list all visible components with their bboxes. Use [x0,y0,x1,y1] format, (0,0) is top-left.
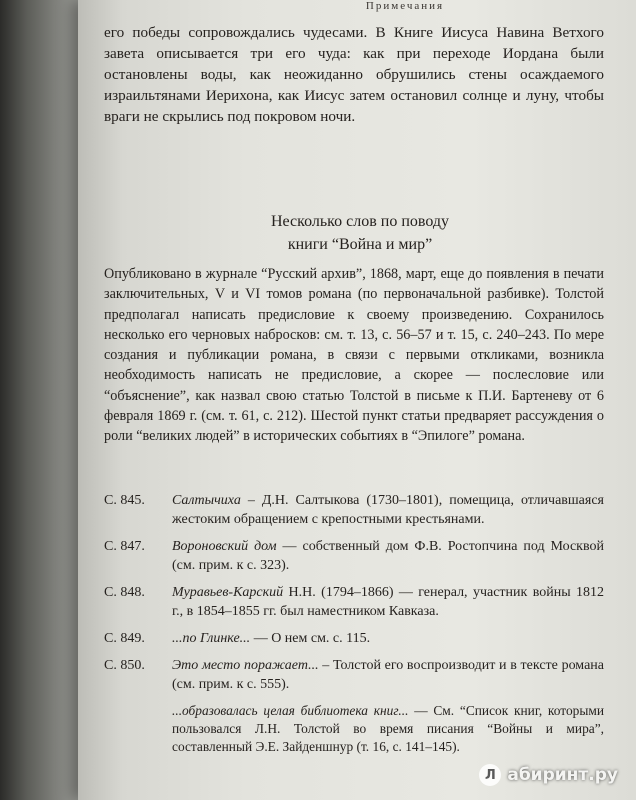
notes-list [104,491,604,764]
note-term: Муравьев-Карский [172,585,284,600]
note-text: – Толстой его воспроизводит и в тексте романа (см. прим. к с. 555). [172,658,604,692]
note-text: – Д.Н. Салтыкова (1730–1801), помещица, отличавшаяся жестоким обращением с крепостными крестьянами. [172,493,604,527]
note-page-ref: С. 848. [104,585,145,600]
section-heading [220,210,500,256]
continued-paragraph-text: его победы сопровождались чудесами. В Книге Иисуса Навина Ветхого завета описывается три его чуда: как при переходе Иордана были остановлены воды, как неожиданно обрушились стены осаждаемого израильтянами Иерихона, как Иисус затем остановил солнце и луну, чтобы враги не скрылись под покровом ночи. [104,24,604,125]
note-page-ref: С. 849. [104,631,145,646]
note-term: Вороновский дом [172,539,277,554]
section-heading-line-2: книги “Война и мир” [287,236,433,253]
watermark-text: абиринт.ру [507,765,618,785]
note-body [172,537,604,575]
section-heading-line-1: Несколько слов по поводу [270,213,450,230]
running-head: Примечания [365,0,445,12]
note-term: Это место поражает... [172,658,319,673]
note-term: Салтычиха [172,493,241,508]
note-item [104,656,604,694]
note-text: Н.Н. (1794–1866) — генерал, участник войны 1812 г., в 1854–1855 гг. был наместником Кавказа. [172,585,604,619]
note-item [104,491,604,529]
intro-paragraph [104,264,604,447]
labirint-logo-letter: Л [484,767,496,783]
note-text: — собственный дом Ф.В. Ростопчина под Москвой (см. прим. к с. 323). [172,539,604,573]
intro-paragraph-text: Опубликовано в журнале “Русский архив”, 1868, март, еще до появления в печати заключительных, V и VI томов романа (по первоначальной разбивке). Толстой предполагал написать предисловие к своему произведению. Сохранилось несколько его черновых набросков: см. т. 13, с. 56–57 и т. 15, с. 240–243. По мере создания и публикации романа, в связи с первыми откликами, возникла необходимость написать не предисловие, а скорее — послесловие или “объяснение”, как назвал свою статью Толстой в письме к П.И. Бартеневу от 6 февраля 1869 г. (см. т. 61, с. 212). Шестой пункт статьи предваряет рассуждения о роли “великих людей” в исторических событиях в “Эпилоге” романа. [104,266,604,445]
note-item [104,583,604,621]
sub-note-body [172,702,604,756]
note-item [104,537,604,575]
note-body [172,656,604,694]
note-body [172,629,604,648]
note-body [172,583,604,621]
note-text: — О нем см. с. 115. [250,631,371,646]
note-page-ref: С. 850. [104,658,145,673]
note-page-ref: С. 845. [104,493,145,508]
note-page-ref: С. 847. [104,539,145,554]
sub-note-text: — См. “Список книг, которыми пользовался Л.Н. Толстой во время писания “Войны и мира”, составленный Э.Е. Зайденшнур (т. 16, с. 141–145). [172,703,604,754]
sub-note-item [172,702,604,756]
labirint-logo-icon [479,764,501,786]
note-term: ...по Глинке... [172,631,251,646]
sub-note-term: ...образовалась целая библиотека книг... [172,703,409,718]
note-item [104,629,604,648]
continued-paragraph [104,22,604,127]
labirint-watermark [479,764,618,786]
note-body [172,491,604,529]
